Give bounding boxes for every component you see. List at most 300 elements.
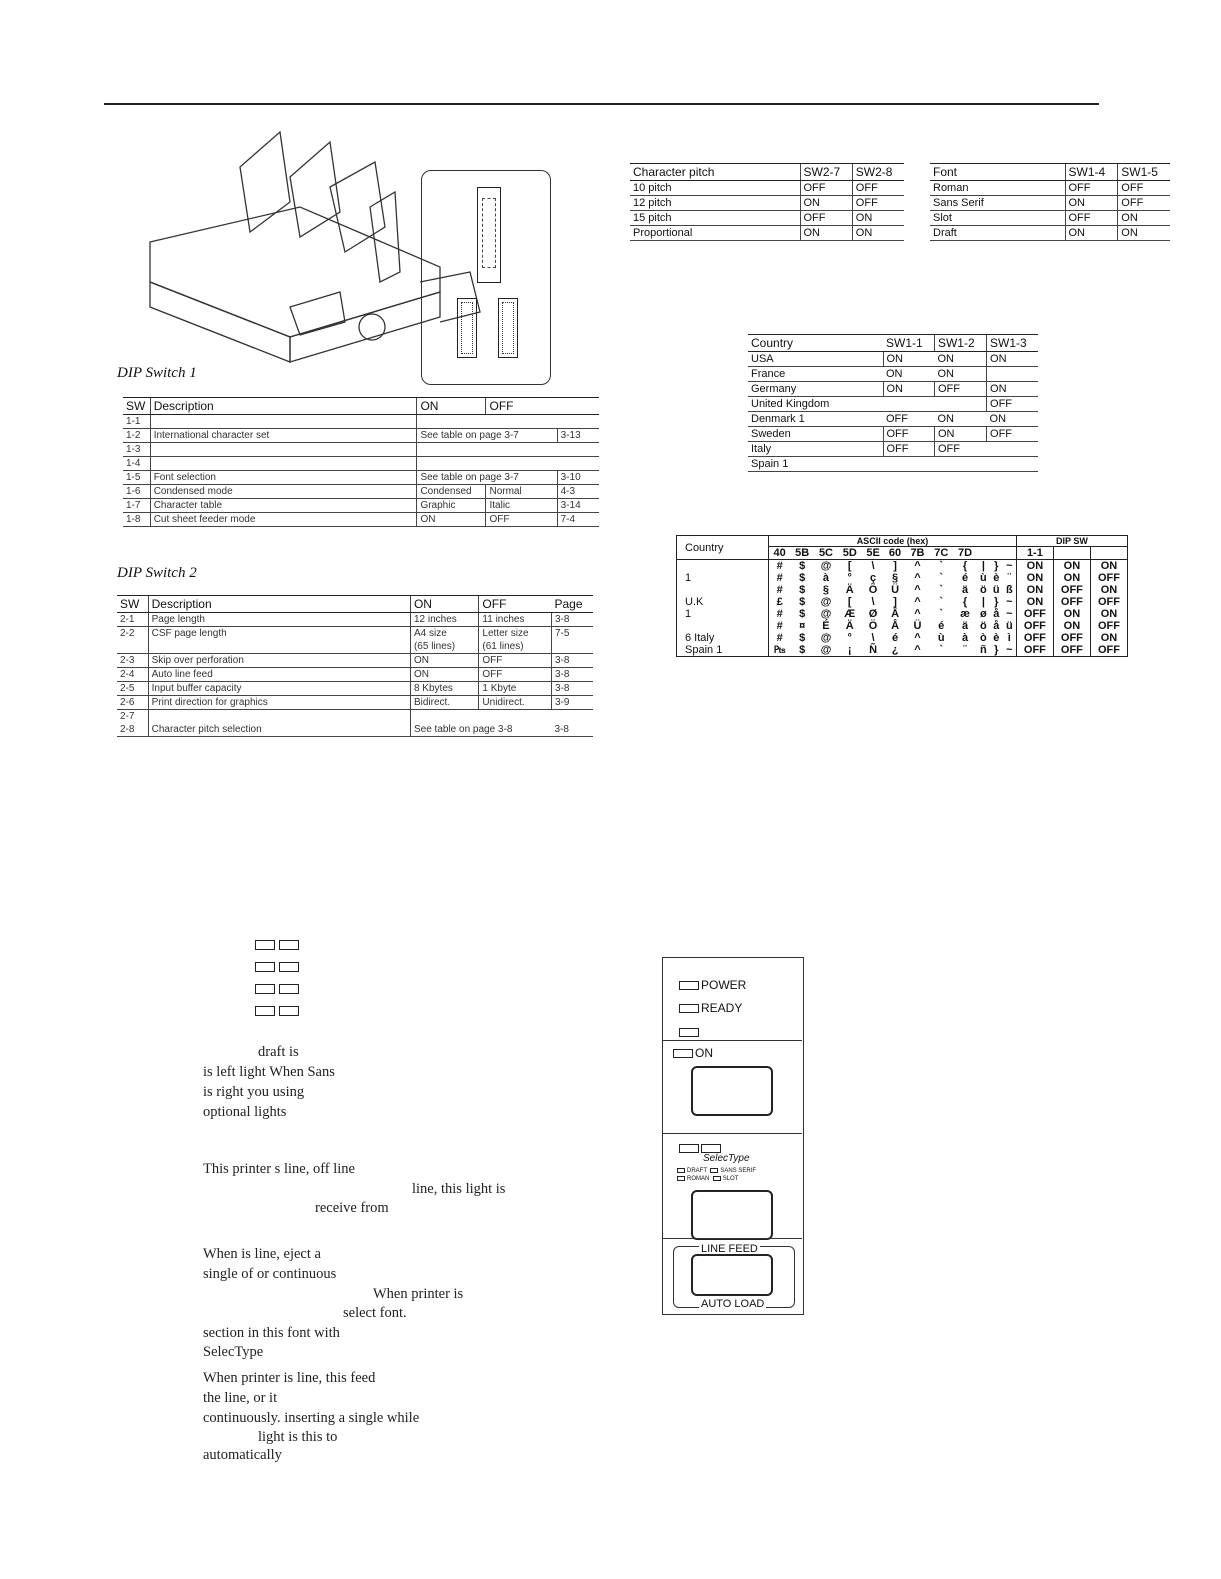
table-header (117, 596, 593, 613)
cell: OFF (1118, 181, 1170, 196)
page-cell (557, 457, 599, 471)
cell: ON (883, 382, 934, 397)
ascii-code-cell: 60 (885, 547, 906, 560)
dip-cell: OFF (1090, 572, 1127, 584)
dip-switch-2-icon[interactable] (498, 298, 518, 358)
cell: Denmark 1 (748, 412, 883, 427)
dip-cell: OFF (1090, 596, 1127, 608)
char-cell: ` (939, 644, 944, 656)
off-cell: Unidirect. (479, 696, 552, 710)
char-cell: $ (799, 572, 806, 584)
dip-cell: ON (1090, 632, 1127, 644)
country-table (748, 334, 1038, 472)
sw-cell (117, 640, 148, 654)
char-cell: à (961, 632, 969, 644)
char-cell: Ü (891, 584, 900, 596)
sans-serif-label: SANS SERIF (720, 1168, 757, 1175)
dip-title: DIP SW (1016, 536, 1127, 547)
ready-led-icon (679, 1004, 699, 1013)
led-icon (255, 1006, 275, 1016)
sw-cell: 2-7 (120, 711, 135, 722)
char-cell: Æ (844, 608, 856, 620)
sw-cell: 2-3 (117, 654, 148, 668)
char-cell: ^ (914, 560, 921, 572)
cell: ON (934, 367, 986, 382)
desc-cell: Skip over perforation (148, 654, 410, 668)
table-row (123, 429, 599, 443)
char-cell: è (993, 632, 1000, 644)
country-cell: 1 (677, 608, 769, 620)
page-cell: 7-4 (557, 513, 599, 527)
cell: Proportional (630, 226, 800, 241)
char-cell: $ (799, 608, 806, 620)
ascii-row (677, 608, 1128, 620)
header-cell: SW1-1 (883, 335, 934, 352)
header-cell: Page (551, 596, 593, 613)
led-icon (279, 1006, 299, 1016)
desc-cell: Character table (150, 499, 417, 513)
char-cell: @ (820, 608, 832, 620)
ascii-code-cell: 5E (862, 547, 885, 560)
country-cell (677, 584, 769, 596)
char-cell: ° (847, 632, 852, 644)
char-cell: Ä (845, 620, 854, 632)
led-icon (679, 1028, 699, 1037)
body-line: receive from (315, 1200, 389, 1216)
desc-cell: Cut sheet feeder mode (150, 513, 417, 527)
char-cell: { (962, 560, 968, 572)
body-line: section in this font with (203, 1325, 340, 1341)
dip-cell: OFF (1053, 596, 1090, 608)
cell: ON (1118, 226, 1170, 241)
char-cell: \ (871, 596, 875, 608)
cell: OFF (987, 397, 1038, 412)
char-cell: å (993, 620, 1000, 632)
line-feed-button[interactable] (691, 1254, 773, 1296)
on-cell (417, 457, 486, 471)
ascii-table (676, 535, 1128, 657)
char-cell: ~ (1006, 608, 1013, 620)
on-cell (410, 710, 478, 724)
cell: OFF (883, 427, 934, 442)
desc-cell: Font selection (150, 471, 417, 485)
cell: Draft (930, 226, 1065, 241)
country-cell (677, 560, 769, 573)
ascii-code-cell: 40 (769, 547, 791, 560)
on-line-button[interactable] (691, 1066, 773, 1116)
page-cell: 3-14 (557, 499, 599, 513)
desc-cell: Condensed mode (150, 485, 417, 499)
desc-cell (150, 415, 417, 429)
page-cell (551, 710, 593, 724)
led-icon (710, 1168, 718, 1173)
page-cell: 4-3 (557, 485, 599, 499)
char-cell: @ (820, 560, 832, 572)
table-row (930, 226, 1170, 241)
char-cell: ^ (914, 596, 921, 608)
table-header (748, 335, 1038, 352)
body-line: the line, or it (203, 1390, 278, 1406)
char-cell: $ (799, 632, 806, 644)
header-cell: Font (930, 164, 1065, 181)
cell: OFF (800, 211, 852, 226)
page-cell: 7-5 (551, 627, 593, 641)
on-cell: A4 size (410, 627, 478, 641)
char-cell: ä (961, 584, 969, 596)
cell: Sweden (748, 427, 883, 442)
char-cell: [ (847, 560, 852, 572)
char-cell: # (776, 620, 783, 632)
char-cell: Å (891, 620, 900, 632)
table-row (117, 696, 593, 710)
table-row (117, 640, 593, 654)
dip-cell: OFF (1016, 632, 1053, 644)
button-indicator-group (255, 940, 299, 1028)
char-cell: ç (870, 572, 877, 584)
control-panel (662, 957, 804, 1315)
cell: Spain 1 (748, 457, 883, 472)
char-cell: ~ (1006, 644, 1013, 656)
ascii-code-cell: 7C (929, 547, 953, 560)
cell (987, 367, 1038, 382)
ascii-code-cell: 7D (953, 547, 977, 560)
led-icon (701, 1144, 721, 1153)
char-cell: ö (979, 584, 987, 596)
cell (934, 457, 986, 472)
char-cell: Ü (913, 620, 922, 632)
cell: ON (934, 427, 986, 442)
body-line: light is this to (258, 1429, 338, 1445)
selectype-button[interactable] (691, 1190, 773, 1240)
ascii-code-cell: 5D (838, 547, 862, 560)
desc-cell: Input buffer capacity (148, 682, 410, 696)
table-row (117, 668, 593, 682)
off-cell: 11 inches (479, 613, 552, 627)
ascii-body (677, 560, 1128, 657)
ascii-title: ASCII code (hex) (769, 536, 1017, 547)
ready-indicator (679, 1001, 742, 1015)
body-line: When printer is (373, 1286, 464, 1302)
char-cell: \ (871, 632, 875, 644)
ascii-row (677, 644, 1128, 657)
cell: Roman (930, 181, 1065, 196)
led-icon (679, 1144, 699, 1153)
off-cell (486, 415, 557, 429)
line-feed-label: LINE FEED (701, 1243, 758, 1255)
dip-cell: OFF (1090, 620, 1127, 632)
cell: United Kingdom (748, 397, 883, 412)
header-cell: ON (410, 596, 478, 613)
ascii-row (677, 572, 1128, 584)
off-cell: (61 lines) (479, 640, 552, 654)
desc-cell: International character set (150, 429, 417, 443)
desc-cell: Print direction for graphics (148, 696, 410, 710)
cell: ON (1118, 211, 1170, 226)
country-cell: Spain 1 (677, 644, 769, 657)
table-row (123, 457, 599, 471)
ascii-row (677, 620, 1128, 632)
body-line: When is line, eject a (203, 1246, 321, 1262)
indicator-pair (255, 962, 299, 972)
cell: ON (852, 226, 904, 241)
ascii-code-cell: 5B (790, 547, 814, 560)
dip-cell: ON (1016, 560, 1053, 573)
table-row (748, 457, 1038, 472)
table-row (117, 654, 593, 668)
table-header (630, 164, 904, 181)
desc-cell: Character pitch selection (148, 723, 410, 737)
char-cell: | (981, 560, 985, 572)
on-cell: See table on page 3-8 (410, 723, 551, 737)
char-cell: ä (961, 620, 969, 632)
header-cell: SW1-3 (987, 335, 1038, 352)
page-cell (557, 443, 599, 457)
on-cell: (65 lines) (410, 640, 478, 654)
char-cell: Ø (868, 608, 878, 620)
cell: 15 pitch (630, 211, 800, 226)
roman-label: ROMAN (687, 1176, 710, 1183)
char-cell: ò (979, 632, 987, 644)
char-cell: Å (891, 608, 900, 620)
dip-cell: ON (1053, 620, 1090, 632)
char-cell: à (822, 572, 830, 584)
table-row (123, 499, 599, 513)
char-cell: ~ (1006, 560, 1013, 572)
table-row (123, 471, 599, 485)
cell: OFF (800, 181, 852, 196)
table-row (748, 427, 1038, 442)
char-cell: É (822, 620, 830, 632)
on-cell: 8 Kbytes (410, 682, 478, 696)
table-row (123, 443, 599, 457)
char-cell: $ (799, 644, 806, 656)
sw-cell: 1-5 (123, 471, 150, 485)
cell: ON (987, 382, 1038, 397)
char-cell: ] (893, 596, 897, 608)
char-cell: Ö (868, 584, 878, 596)
dip-cell: OFF (1053, 632, 1090, 644)
dip-cell: OFF (1016, 644, 1053, 657)
body-line: select font. (343, 1305, 407, 1321)
header-cell: Character pitch (630, 164, 800, 181)
char-cell: ø (979, 608, 987, 620)
page-cell: 3-8 (551, 654, 593, 668)
body-line: line, this light is (412, 1181, 506, 1197)
divider (663, 1238, 802, 1239)
cell: Germany (748, 382, 883, 397)
dip1-caption: DIP Switch 1 (117, 365, 197, 381)
cell: Slot (930, 211, 1065, 226)
char-cell: é (938, 620, 945, 632)
char-cell: { (962, 596, 968, 608)
char-cell: é (891, 632, 899, 644)
char-cell: # (776, 560, 783, 572)
sw-cell: 1-7 (123, 499, 150, 513)
table-row (117, 613, 593, 627)
font-table (930, 163, 1170, 241)
char-cell: ß (1005, 584, 1013, 596)
cell: ON (1065, 226, 1118, 241)
table-row (930, 196, 1170, 211)
on-cell: ON (417, 513, 486, 527)
table-row (117, 723, 593, 737)
slot-label: SLOT (722, 1176, 739, 1183)
dip-col-cell (1053, 547, 1090, 560)
on-line-indicator (673, 1046, 713, 1060)
cell: OFF (883, 442, 934, 457)
on-label: ON (695, 1046, 713, 1060)
off-cell (479, 710, 552, 724)
sw-cell: 1-1 (123, 415, 150, 429)
char-cell: # (776, 572, 783, 584)
led-icon (279, 940, 299, 950)
on-cell (417, 443, 486, 457)
char-cell: æ (960, 608, 970, 620)
char-cell: [ (847, 596, 852, 608)
char-cell: ñ (979, 644, 987, 656)
cell: ON (883, 352, 934, 367)
body-line: SelecType (203, 1344, 264, 1360)
off-cell: OFF (479, 668, 552, 682)
char-cell: ` (939, 572, 944, 584)
char-cell: } (994, 644, 999, 656)
char-cell: $ (799, 560, 806, 572)
header-cell (557, 398, 599, 415)
on-cell (417, 415, 486, 429)
char-cell: ~ (1006, 596, 1013, 608)
led-icon (713, 1176, 721, 1181)
table-header (930, 164, 1170, 181)
cell: ON (934, 412, 986, 427)
char-cell: ` (939, 596, 944, 608)
dip-switch-1-icon[interactable] (457, 298, 477, 358)
page-cell: 3-8 (551, 723, 593, 737)
dip-cell: ON (1016, 584, 1053, 596)
body-line: automatically (203, 1447, 282, 1463)
char-cell: @ (820, 632, 832, 644)
off-cell: Italic (486, 499, 557, 513)
char-cell: é (961, 572, 969, 584)
char-cell: ^ (914, 644, 921, 656)
char-cell: ¤ (799, 620, 806, 632)
char-cell: § (822, 584, 830, 596)
body-line: single of or continuous (203, 1266, 337, 1282)
led-icon (255, 984, 275, 994)
table-row (123, 415, 599, 429)
sw-cell: 1-6 (123, 485, 150, 499)
dip-cell: OFF (1016, 608, 1053, 620)
body-line: continuously. inserting a single while (203, 1410, 420, 1426)
on-cell: Bidirect. (410, 696, 478, 710)
sw-cell: 1-2 (123, 429, 150, 443)
cell (987, 442, 1038, 457)
table-row (930, 211, 1170, 226)
body-line: optional lights (203, 1104, 287, 1120)
table-row (117, 682, 593, 696)
header-cell: SW (117, 596, 148, 613)
header-cell: OFF (486, 398, 557, 415)
table-row (748, 352, 1038, 367)
desc-cell (150, 457, 417, 471)
dip-col-cell: 1-1 (1016, 547, 1053, 560)
desc-cell: CSF page length (148, 627, 410, 641)
cell: OFF (987, 427, 1038, 442)
char-cell: \ (871, 560, 875, 572)
on-cell: Graphic (417, 499, 486, 513)
ascii-code-cell (990, 547, 1017, 560)
cell: ON (800, 226, 852, 241)
char-cell: £ (776, 596, 783, 608)
led-icon (279, 984, 299, 994)
sw-cell: 2-1 (117, 613, 148, 627)
char-cell: $ (799, 584, 806, 596)
char-cell: ü (992, 584, 1000, 596)
dip-cell: ON (1090, 584, 1127, 596)
off-cell: OFF (479, 654, 552, 668)
off-cell: 1 Kbyte (479, 682, 552, 696)
sw-cell: 1-3 (123, 443, 150, 457)
header-cell: SW1-5 (1118, 164, 1170, 181)
country-header: Country (677, 536, 769, 560)
cell: ON (852, 211, 904, 226)
indicator-pair (255, 940, 299, 950)
on-cell: 12 inches (410, 613, 478, 627)
sw-cell: 2-5 (117, 682, 148, 696)
cell: 12 pitch (630, 196, 800, 211)
cell: OFF (934, 382, 986, 397)
dip-cell: OFF (1090, 644, 1127, 657)
cell: Italy (748, 442, 883, 457)
header-cell: SW1-2 (934, 335, 986, 352)
char-cell: ` (939, 584, 944, 596)
header-cell: SW (123, 398, 150, 415)
body-line: is left light When Sans (203, 1064, 335, 1080)
dip-cell: OFF (1053, 644, 1090, 657)
char-cell: $ (799, 596, 806, 608)
sw-cell: 2-6 (117, 696, 148, 710)
char-cell: ¡ (847, 644, 852, 656)
dip2-caption: DIP Switch 2 (117, 565, 197, 581)
cell: ON (1065, 196, 1118, 211)
table-row (123, 513, 599, 527)
cell (934, 397, 986, 412)
off-cell: OFF (486, 513, 557, 527)
cell: ON (883, 367, 934, 382)
sw-cell: 2-8 (117, 723, 148, 737)
dip-cell: OFF (1016, 620, 1053, 632)
char-cell: ` (939, 560, 944, 572)
dip-cell: ON (1090, 560, 1127, 573)
table-row (748, 367, 1038, 382)
ascii-row (677, 596, 1128, 608)
led-icon (677, 1176, 685, 1181)
char-cell: ^ (914, 584, 921, 596)
char-cell: è (993, 572, 1000, 584)
power-led-icon (679, 981, 699, 990)
char-cell: } (994, 560, 999, 572)
char-cell: ° (847, 572, 852, 584)
table-row (748, 397, 1038, 412)
char-cell: ] (893, 560, 897, 572)
country-cell: 6 Italy (677, 632, 769, 644)
on-line-led-icon (673, 1049, 693, 1058)
on-cell: ON (410, 668, 478, 682)
table-header (123, 398, 599, 415)
ascii-title-row (677, 536, 1128, 547)
led-icon (279, 962, 299, 972)
led-icon (255, 940, 275, 950)
cell: France (748, 367, 883, 382)
